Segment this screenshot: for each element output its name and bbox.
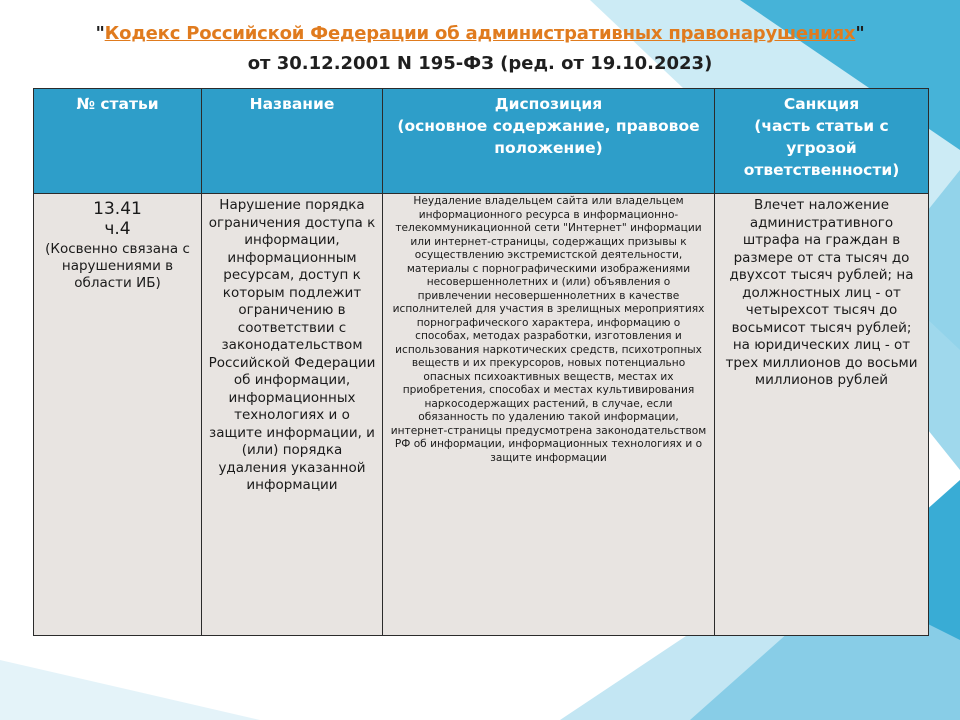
bg-shape-bottom-left: [0, 660, 260, 720]
article-part: ч.4: [104, 219, 131, 239]
table-header-row: [34, 89, 929, 194]
header-article: [34, 89, 202, 194]
header-sanction-label: Санкция: [783, 95, 860, 113]
header-article-label: № статьи: [76, 95, 159, 113]
cell-article: [34, 194, 202, 636]
header-name-label: Название: [249, 95, 335, 113]
slide-title: [0, 20, 960, 78]
header-disposition-label: Диспозиция: [494, 95, 603, 113]
header-disposition-sub: (основное содержание, правовое положение): [397, 117, 700, 157]
title-quote-close: ": [855, 23, 865, 44]
table-row: [34, 194, 929, 636]
title-subtitle: от 30.12.2001 N 195-ФЗ (ред. от 19.10.2023): [247, 53, 713, 74]
codex-link[interactable]: Кодекс Российской Федерации об административных правонарушениях: [104, 23, 856, 44]
header-sanction-sub: (часть статьи с угрозой ответственности): [743, 117, 900, 179]
header-disposition: [383, 89, 715, 194]
header-sanction: [715, 89, 929, 194]
article-number: 13.41: [93, 199, 142, 219]
cell-disposition: Неудаление владельцем сайта или владельцем информационного ресурса в информационно-телекоммуникационной сети "Интернет" информации или интернет-страницы, содержащих призывы к осуществлению экстремистской деятельности, материалы с порнографическими изображениями несовершеннолетних и (или) объявления о привлечении несовершеннолетних в качестве исполнителей для участия в зрелищных мероприятиях порнографического характера, информацию о способах, методах разработки, изготовления и использования наркотических средств, психотропных веществ и их прекурсоров, новых потенциально опасных психоактивных веществ, местах их приобретения, способах и местах культивирования наркосодержащих растений, в случае, если обязанность по удалению такой информации, интернет-страницы предусмотрена законодательством РФ об информации, информационных технологиях и о защите информации: [383, 194, 715, 636]
law-article-table: [33, 88, 929, 636]
cell-name: Нарушение порядка ограничения доступа к информации, информационным ресурсам, доступ к которым подлежит ограничению в соответствии с законодательством Российской Федерации об информации, информационных технологиях и о защите информации, и (или) порядка удаления указанной информации: [202, 194, 383, 636]
header-name: [202, 89, 383, 194]
title-line-1: [0, 20, 960, 48]
title-quote-open: ": [95, 23, 105, 44]
cell-sanction: Влечет наложение административного штрафа на граждан в размере от ста тысяч до двухсот тысяч рублей; на должностных лиц - от четырехсот тысяч до восьмисот тысяч рублей; на юридических лиц - от трех миллионов до восьми миллионов рублей: [715, 194, 929, 636]
article-note: (Косвенно связана с нарушениями в области ИБ): [45, 241, 190, 291]
